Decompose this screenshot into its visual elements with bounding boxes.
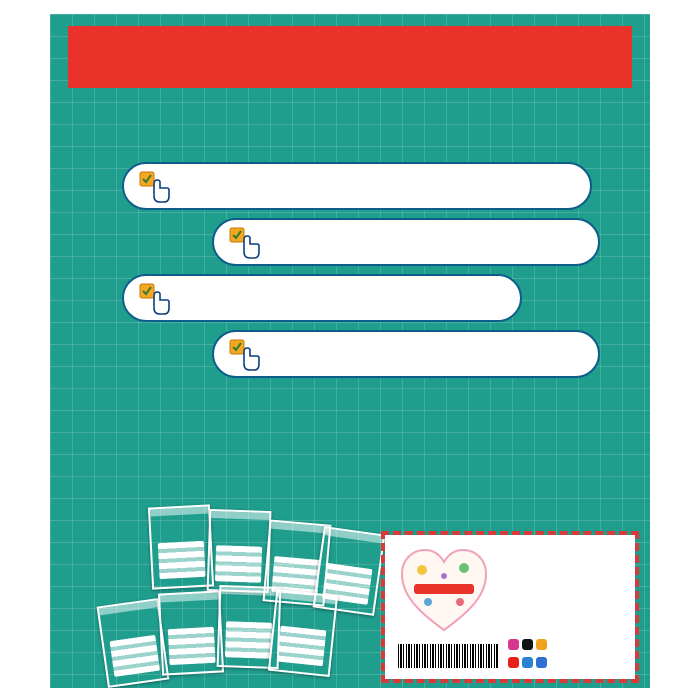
header-banner — [68, 26, 632, 88]
series-book-title — [224, 597, 276, 599]
social-row-2 — [508, 657, 550, 668]
youtube-icon — [508, 657, 519, 668]
series-book-title — [214, 521, 266, 523]
telegram-icon — [522, 657, 533, 668]
benefit-item-4 — [212, 330, 600, 378]
series-book-8 — [268, 589, 338, 677]
series-book-1 — [148, 504, 214, 589]
hand-pointer-checkbox-icon — [138, 282, 172, 316]
hand-pointer-checkbox-icon — [228, 226, 262, 260]
series-book-2 — [207, 509, 272, 593]
series-book-title — [164, 603, 216, 606]
series-book-title — [154, 517, 206, 520]
social-row-1 — [508, 639, 550, 650]
instagram-icon — [508, 639, 519, 650]
benefit-item-1 — [122, 162, 592, 210]
barcode — [398, 644, 498, 668]
heart-logo-icon — [398, 546, 490, 634]
book-back-cover — [50, 14, 650, 688]
benefit-item-2 — [212, 218, 600, 266]
tiktok-icon — [522, 639, 533, 650]
ok-icon — [536, 639, 547, 650]
publisher-postcard — [385, 535, 635, 679]
series-book-6 — [158, 590, 224, 675]
benefit-item-3 — [122, 274, 522, 322]
hand-pointer-checkbox-icon — [138, 170, 172, 204]
hand-pointer-checkbox-icon — [228, 338, 262, 372]
vk-icon — [536, 657, 547, 668]
